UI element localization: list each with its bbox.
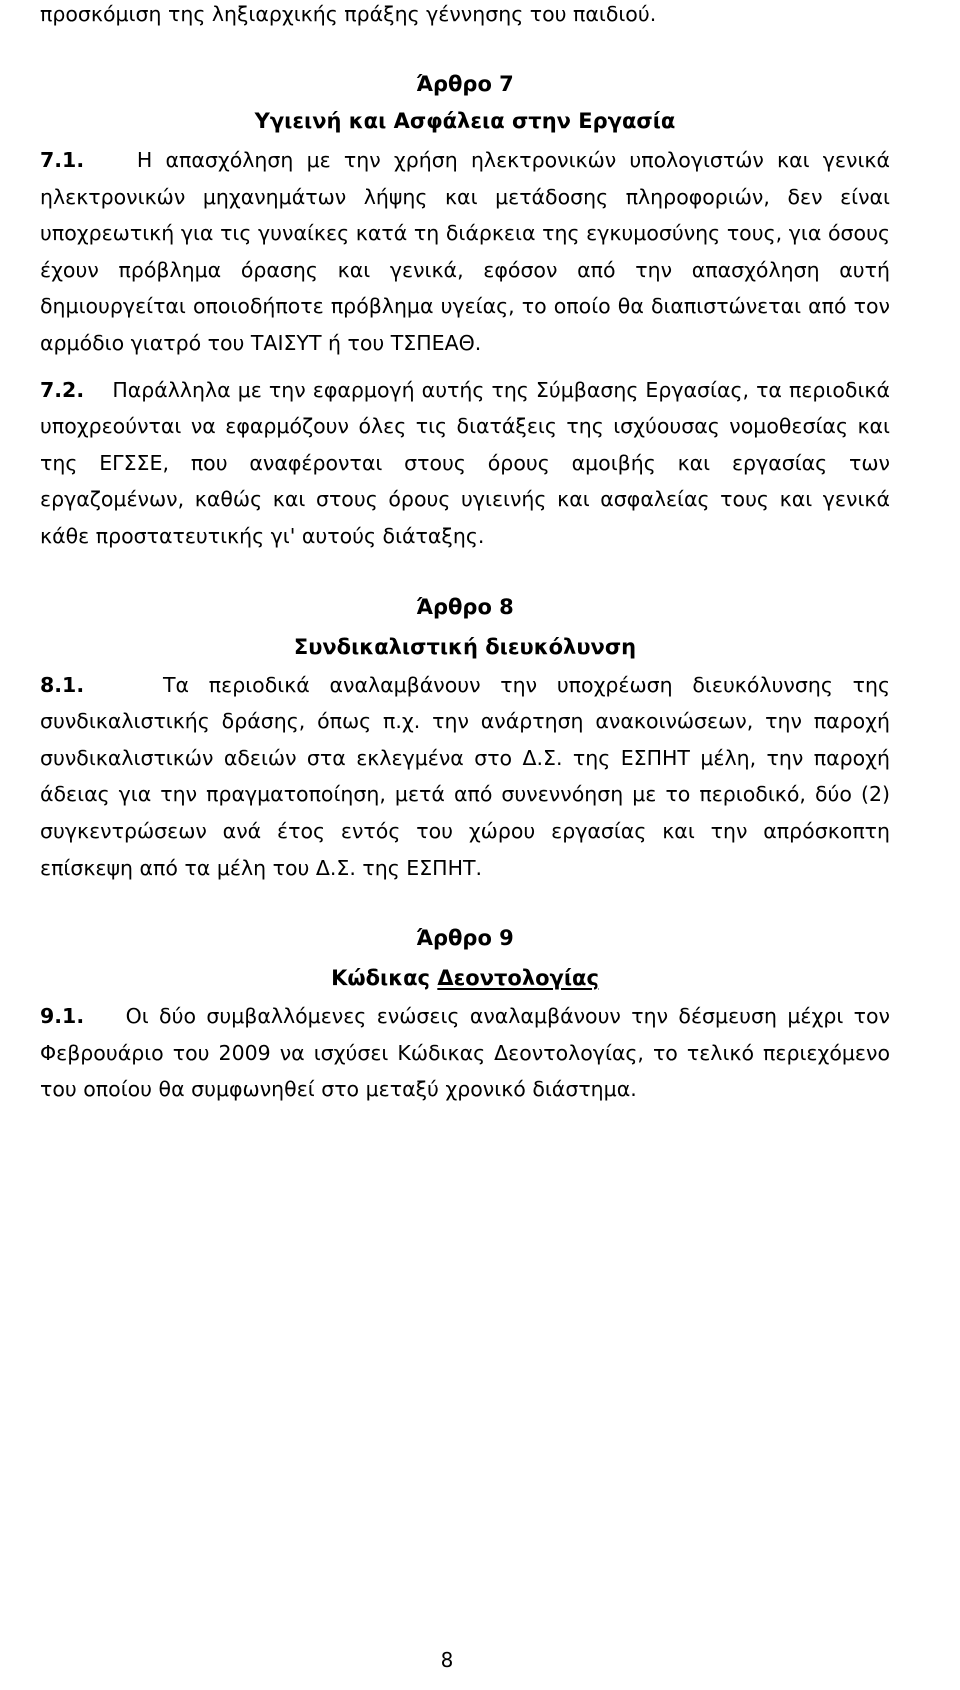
paragraph-7-2-number: 7.2.: [40, 377, 85, 402]
intro-line: προσκόμιση της ληξιαρχικής πράξης γέννησης του παιδιού.: [40, 2, 657, 26]
paragraph-7-2: [40, 372, 890, 555]
article-7-title: Άρθρο 7: [416, 72, 514, 96]
paragraph-9-1-number: 9.1.: [40, 1004, 85, 1029]
paragraph-9-1-text: Οι δύο συμβαλλόμενες ενώσεις αναλαμβάνουν την δέσμευση μέχρι τον Φεβρουάριο του 2009 να ισχύσει Κώδικας Δεοντολογίας, το τελικό περιεχόμενο του οποίου θα συμφωνηθεί στο μεταξύ χρονικό διάστημα.: [40, 1004, 890, 1102]
paragraph-8-1-number: 8.1.: [40, 672, 85, 697]
paragraph-8-1: [40, 667, 890, 887]
paragraph-7-1-number: 7.1.: [40, 148, 85, 172]
paragraph-9-1: [40, 998, 890, 1108]
article-9-subtitle-part2: Δεοντολογίας: [437, 966, 599, 991]
document-body: [40, 0, 890, 1108]
article-9-subtitle: [40, 960, 890, 996]
article-8-title: Άρθρο 8: [416, 594, 514, 619]
article-9-subtitle-part1: Κώδικας: [331, 966, 438, 991]
paragraph-7-1: [40, 142, 890, 362]
paragraph-8-1-text: Τα περιοδικά αναλαμβάνουν την υποχρέωση διευκόλυνσης της συνδικαλιστικής δράσης, όπως π.χ. την ανάρτηση ανακοινώσεων, την παροχή συνδικαλιστικών αδειών στα εκλεγμένα στο Δ.Σ. της ΕΣΠΗΤ μέλη, την παροχή άδειας για την πραγματοποίηση, μετά από συνεννόηση με το περιοδικό, δύο (2) συγκεντρώσεων ανά έτος εντός του χώρου εργασίας και την απρόσκοπτη επίσκεψη από τα μέλη του Δ.Σ. της ΕΣΠΗΤ.: [40, 672, 890, 880]
article-8-subtitle: Συνδικαλιστική διευκόλυνση: [293, 634, 637, 659]
article-9-title: Άρθρο 9: [416, 926, 514, 951]
article-7-subtitle: Υγιεινή και Ασφάλεια στην Εργασία: [254, 109, 676, 133]
paragraph-7-1-text: Η απασχόληση με την χρήση ηλεκτρονικών υπολογιστών και γενικά ηλεκτρονικών μηχανημάτων λήψης και μετάδοσης πληροφοριών, δεν είναι υποχρεωτική για τις γυναίκες κατά τη διάρκεια της εγκυμοσύνης τους, για όσους έχουν πρόβλημα όρασης και γενικά, εφόσον από την απασχόληση αυτή δημιουργείται οποιοδήποτε πρόβλημα υγείας, το οποίο θα διαπιστώνεται από τον αρμόδιο γιατρό του ΤΑΙΣΥΤ ή του ΤΣΠΕΑΘ.: [40, 148, 890, 355]
page-number: 8: [440, 1648, 454, 1672]
paragraph-7-2-text: Παράλληλα με την εφαρμογή αυτής της Σύμβασης Εργασίας, τα περιοδικά υποχρεούνται να εφαρμόζουν όλες τις διατάξεις της ισχύουσας νομοθεσίας και της ΕΓΣΣΕ, που αναφέρονται στους όρους αμοιβής και εργασίας των εργαζομένων, καθώς και στους όρους υγιεινής και ασφαλείας τους και γενικά κάθε προστατευτικής γι' αυτούς διάταξης.: [40, 377, 890, 548]
